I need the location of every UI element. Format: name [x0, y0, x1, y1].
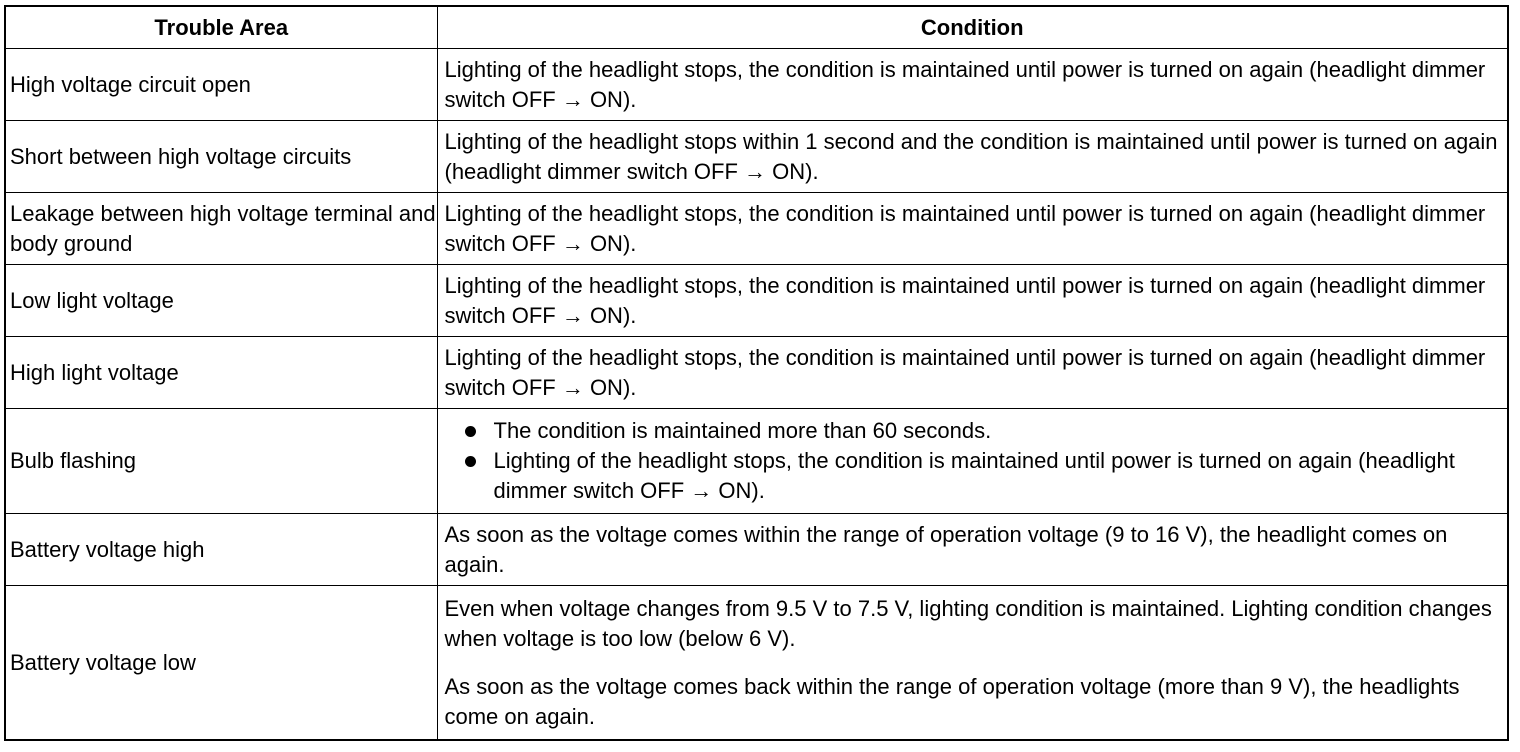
condition-cell: [437, 409, 1508, 514]
condition-cell: As soon as the voltage comes within the range of operation voltage (9 to 16 V), the headlight comes on again.: [437, 514, 1508, 586]
condition-paragraph: As soon as the voltage comes back within the range of operation voltage (more than 9 V), the headlights come on again.: [444, 673, 1460, 729]
table-row: [5, 265, 1508, 337]
table-row: [5, 586, 1508, 741]
bullet-dot-icon: [465, 456, 476, 467]
trouble-area-cell: Battery voltage high: [5, 514, 437, 586]
trouble-area-cell: Bulb flashing: [5, 409, 437, 514]
header-condition: Condition: [437, 6, 1508, 49]
bullet-dot-icon: [465, 426, 476, 437]
condition-cell: [437, 586, 1508, 741]
table-row: [5, 337, 1508, 409]
trouble-area-cell: Short between high voltage circuits: [5, 121, 437, 193]
list-item: [445, 446, 1502, 506]
table-row: [5, 121, 1508, 193]
list-item-text: Lighting of the headlight stops, the condition is maintained until power is turned on again (headlight dimmer switch OFF → ON).: [493, 448, 1455, 503]
list-item-text: The condition is maintained more than 60 seconds.: [493, 418, 992, 443]
condition-cell: Lighting of the headlight stops, the condition is maintained until power is turned on again (headlight dimmer switch OFF → ON).: [437, 265, 1508, 337]
table-row: [5, 409, 1508, 514]
header-trouble-area: Trouble Area: [5, 6, 437, 49]
trouble-area-cell: High voltage circuit open: [5, 49, 437, 121]
table-row: [5, 193, 1508, 265]
bullet-list: [445, 416, 1502, 506]
trouble-area-cell: Battery voltage low: [5, 586, 437, 741]
condition-cell: Lighting of the headlight stops within 1 second and the condition is maintained until power is turned on again (headlight dimmer switch OFF → ON).: [437, 121, 1508, 193]
condition-cell: Lighting of the headlight stops, the condition is maintained until power is turned on again (headlight dimmer switch OFF → ON).: [437, 49, 1508, 121]
condition-paragraph: Even when voltage changes from 9.5 V to 7.5 V, lighting condition is maintained. Lighting condition changes when voltage is too low (below 6 V).: [444, 595, 1492, 651]
trouble-area-cell: High light voltage: [5, 337, 437, 409]
trouble-area-cell: Leakage between high voltage terminal and body ground: [5, 193, 437, 265]
table-row: [5, 514, 1508, 586]
condition-cell: Lighting of the headlight stops, the condition is maintained until power is turned on again (headlight dimmer switch OFF → ON).: [437, 193, 1508, 265]
trouble-area-cell: Low light voltage: [5, 265, 437, 337]
list-item: [445, 416, 1502, 446]
document: [4, 5, 1507, 741]
condition-cell: Lighting of the headlight stops, the condition is maintained until power is turned on again (headlight dimmer switch OFF → ON).: [437, 337, 1508, 409]
table-row: [5, 49, 1508, 121]
trouble-condition-table: [4, 5, 1509, 741]
header-row: [5, 6, 1508, 49]
